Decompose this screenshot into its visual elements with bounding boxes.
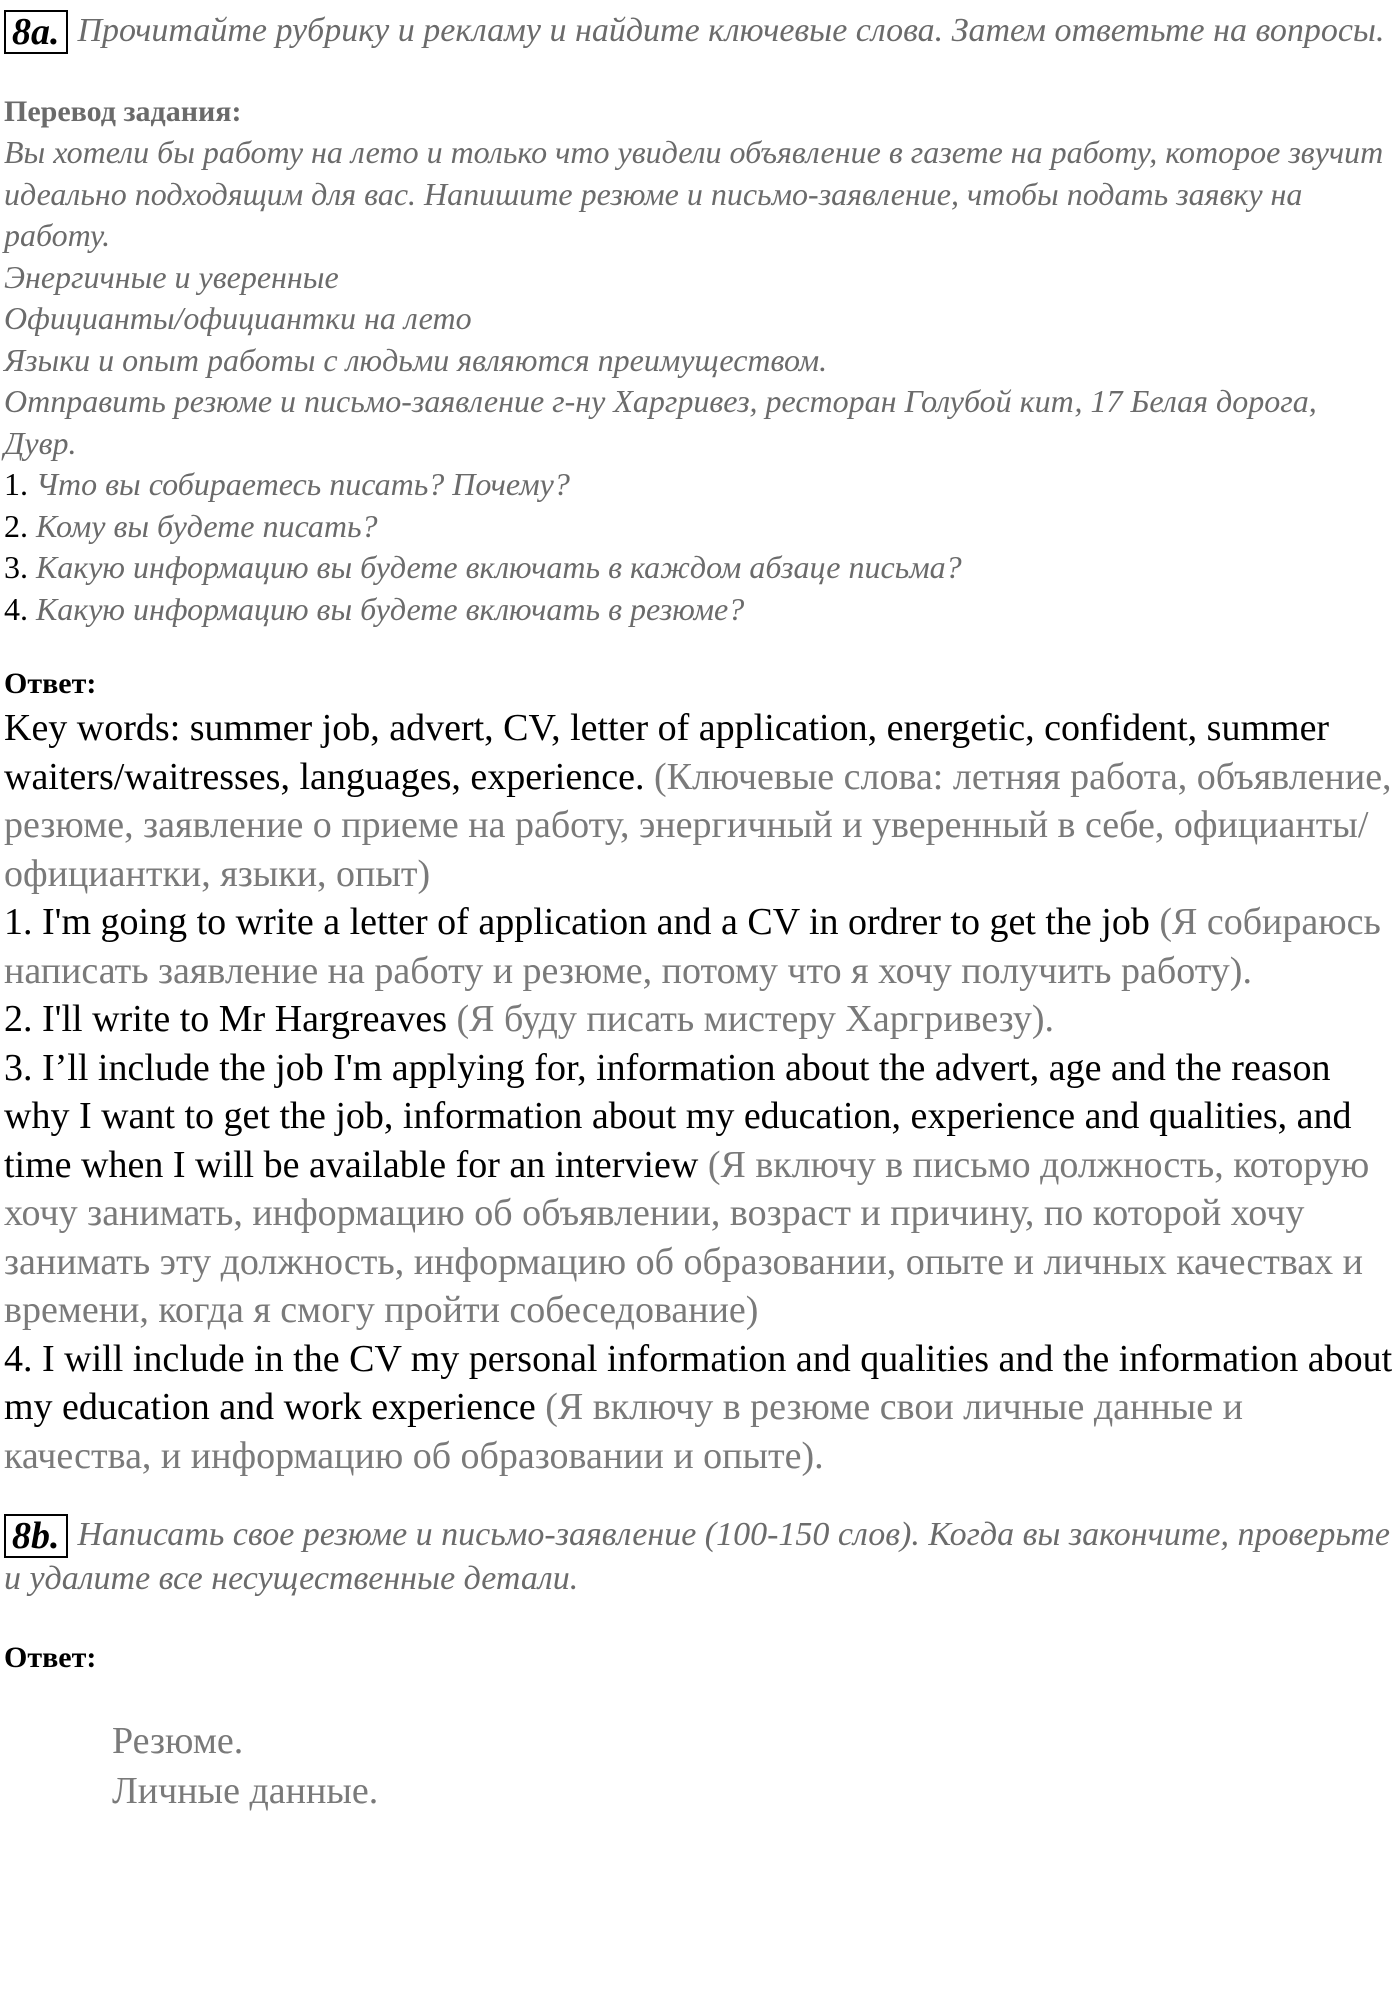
answer-paragraph [4, 1044, 1396, 1335]
answer-translation: (Ключевые слова: летняя работа, объявление, резюме, заявление о приеме на работу, энергичный и уверенный в себе, официанты/официантки, языки, опыт) [4, 755, 1392, 895]
answer-english: Key words: summer job, advert, CV, letter of application, energetic, confident, summer waiters/waitresses, languages, experience. [4, 707, 1330, 798]
translation-label: Перевод задания: [4, 95, 242, 128]
task-8b-header [4, 1514, 1396, 1600]
question-text: Что вы собираетесь писать? Почему? [36, 466, 570, 502]
question-item [4, 547, 1396, 589]
answer-paragraph [4, 704, 1396, 898]
answer-label-8a: Ответ: [4, 667, 97, 700]
question-text: Какую информацию вы будете включать в каждом абзаце письма? [36, 549, 962, 585]
question-item [4, 464, 1396, 506]
question-text: Кому вы будете писать? [36, 507, 378, 544]
translation-line: Официанты/официантки на лето [4, 300, 472, 336]
answer-paragraph [4, 1335, 1396, 1481]
answer-english: 2. I'll write to Mr Hargreaves [4, 998, 448, 1040]
question-text: Какую информацию вы будете включать в резюме? [36, 590, 745, 627]
question-number: 3. [4, 549, 28, 585]
translation-line: Отправить резюме и письмо-заявление г-ну Харгривез, ресторан Голубой кит, 17 Белая дорога, Дувр. [4, 383, 1317, 461]
task-badge-8b: 8b. [4, 1514, 68, 1558]
document-page [4, 10, 1396, 1816]
task-8b-instruction: Написать свое резюме и письмо-заявление (100-150 слов). Когда вы закончите, проверьте и удалите все несущественные детали. [4, 1516, 1391, 1597]
question-number: 4. [4, 590, 28, 627]
translation-line: Вы хотели бы работу на лето и только что увидели объявление в газете на работу, которое звучит идеально подходящим для вас. Напишите резюме и письмо-заявление, чтобы подать заявку на работу. [4, 134, 1384, 253]
cv-line: Резюме. [112, 1720, 244, 1762]
answer-label-8b: Ответ: [4, 1641, 97, 1674]
answer-english: 4. I will include in the CV my personal information and qualities and the information about my education and work experience [4, 1337, 1393, 1428]
answer-paragraph [4, 995, 1396, 1044]
answer-english: 1. I'm going to write a letter of application and a CV in ordrer to get the job [4, 901, 1150, 943]
answer-translation: (Я включу в письмо должность, которую хочу занимать, информацию об объявлении, возраст и причину, по которой хочу занимать эту должность, информацию об образовании, опыте и личных качествах и времени, когда я смогу пройти собеседование) [4, 1143, 1370, 1331]
answer-english: 3. I’ll include the job I'm applying for, information about the advert, age and the reason why I want to get the job, information about my education, experience and qualities, and time when I will be available for an interview [4, 1046, 1352, 1186]
answer-translation: (Я буду писать мистеру Харгривезу). [456, 998, 1055, 1040]
answer-paragraph [4, 898, 1396, 995]
translation-line: Языки и опыт работы с людьми являются преимуществом. [4, 341, 828, 378]
answer-translation: (Я включу в резюме свои личные данные и качества, и информацию об образовании и опыте). [4, 1386, 1243, 1477]
task-8a-header [4, 10, 1396, 54]
question-item [4, 589, 1396, 631]
translation-line: Энергичные и уверенные [4, 258, 339, 295]
question-number: 2. [4, 507, 28, 544]
question-item [4, 506, 1396, 548]
answer-translation: (Я собираюсь написать заявление на работу и резюме, потому что я хочу получить работу). [4, 901, 1381, 992]
question-number: 1. [4, 466, 28, 502]
task-badge-8a: 8a. [4, 10, 68, 54]
task-8a-instruction: Прочитайте рубрику и рекламу и найдите ключевые слова. Затем ответьте на вопросы. [77, 12, 1385, 49]
cv-line: Личные данные. [112, 1770, 379, 1812]
